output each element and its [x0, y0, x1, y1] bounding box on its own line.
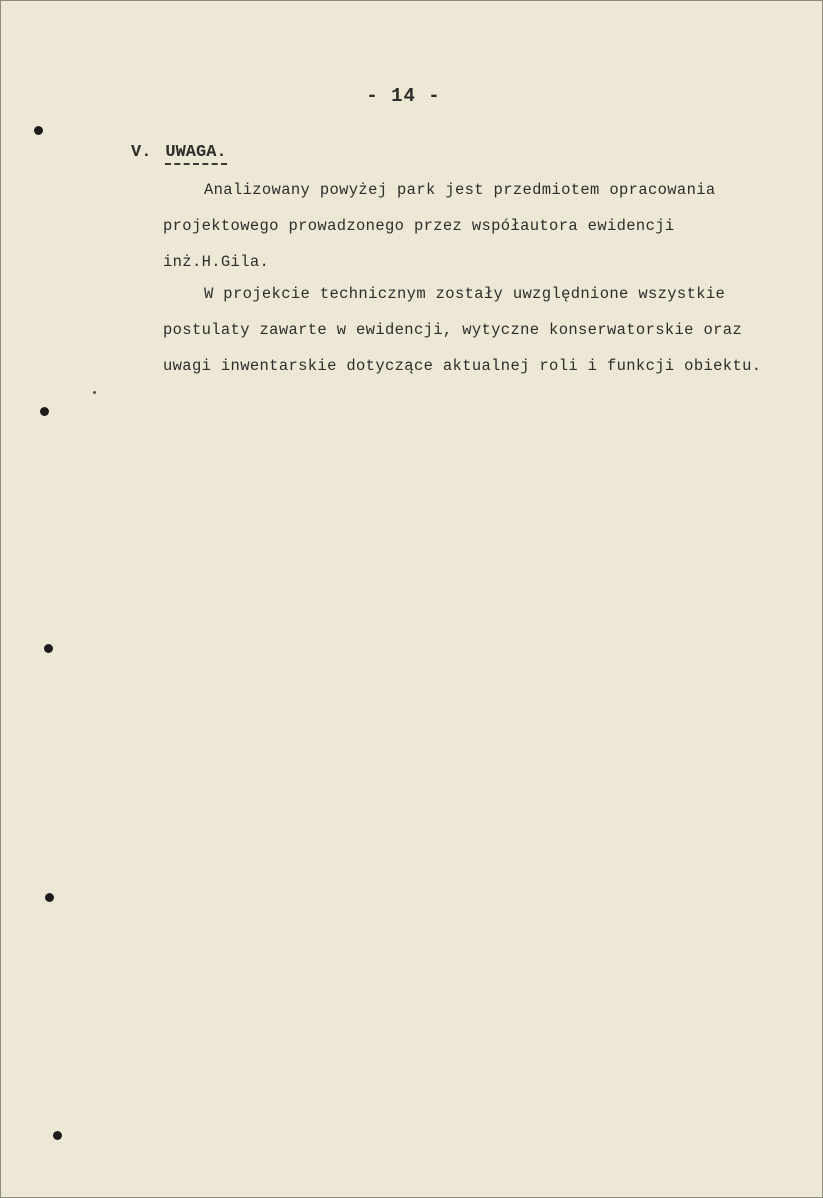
punch-hole-mark — [44, 644, 53, 653]
page-number: - 14 - — [366, 85, 441, 107]
punch-hole-mark — [34, 126, 43, 135]
paragraph-line: Analizowany powyżej park jest przedmiotem opracowania — [204, 181, 716, 199]
paragraph-line: uwagi inwentarskie dotyczące aktualnej roli i funkcji obiektu. — [163, 357, 762, 375]
punch-hole-mark — [40, 407, 49, 416]
section-title: UWAGA. — [165, 143, 226, 165]
paragraph-line: inż.H.Gila. — [163, 253, 270, 271]
paragraph-line: W projekcie technicznym zostały uwzględnione wszystkie — [204, 285, 726, 303]
punch-hole-mark — [53, 1131, 62, 1140]
paragraph-line: projektowego prowadzonego przez współautora ewidencji — [163, 217, 675, 235]
punch-hole-mark — [45, 893, 54, 902]
section-numeral: V. — [131, 143, 152, 162]
paragraph-line: postulaty zawarte w ewidencji, wytyczne konserwatorskie oraz — [163, 321, 743, 339]
section-heading — [131, 143, 227, 162]
paper-speck — [93, 391, 96, 394]
